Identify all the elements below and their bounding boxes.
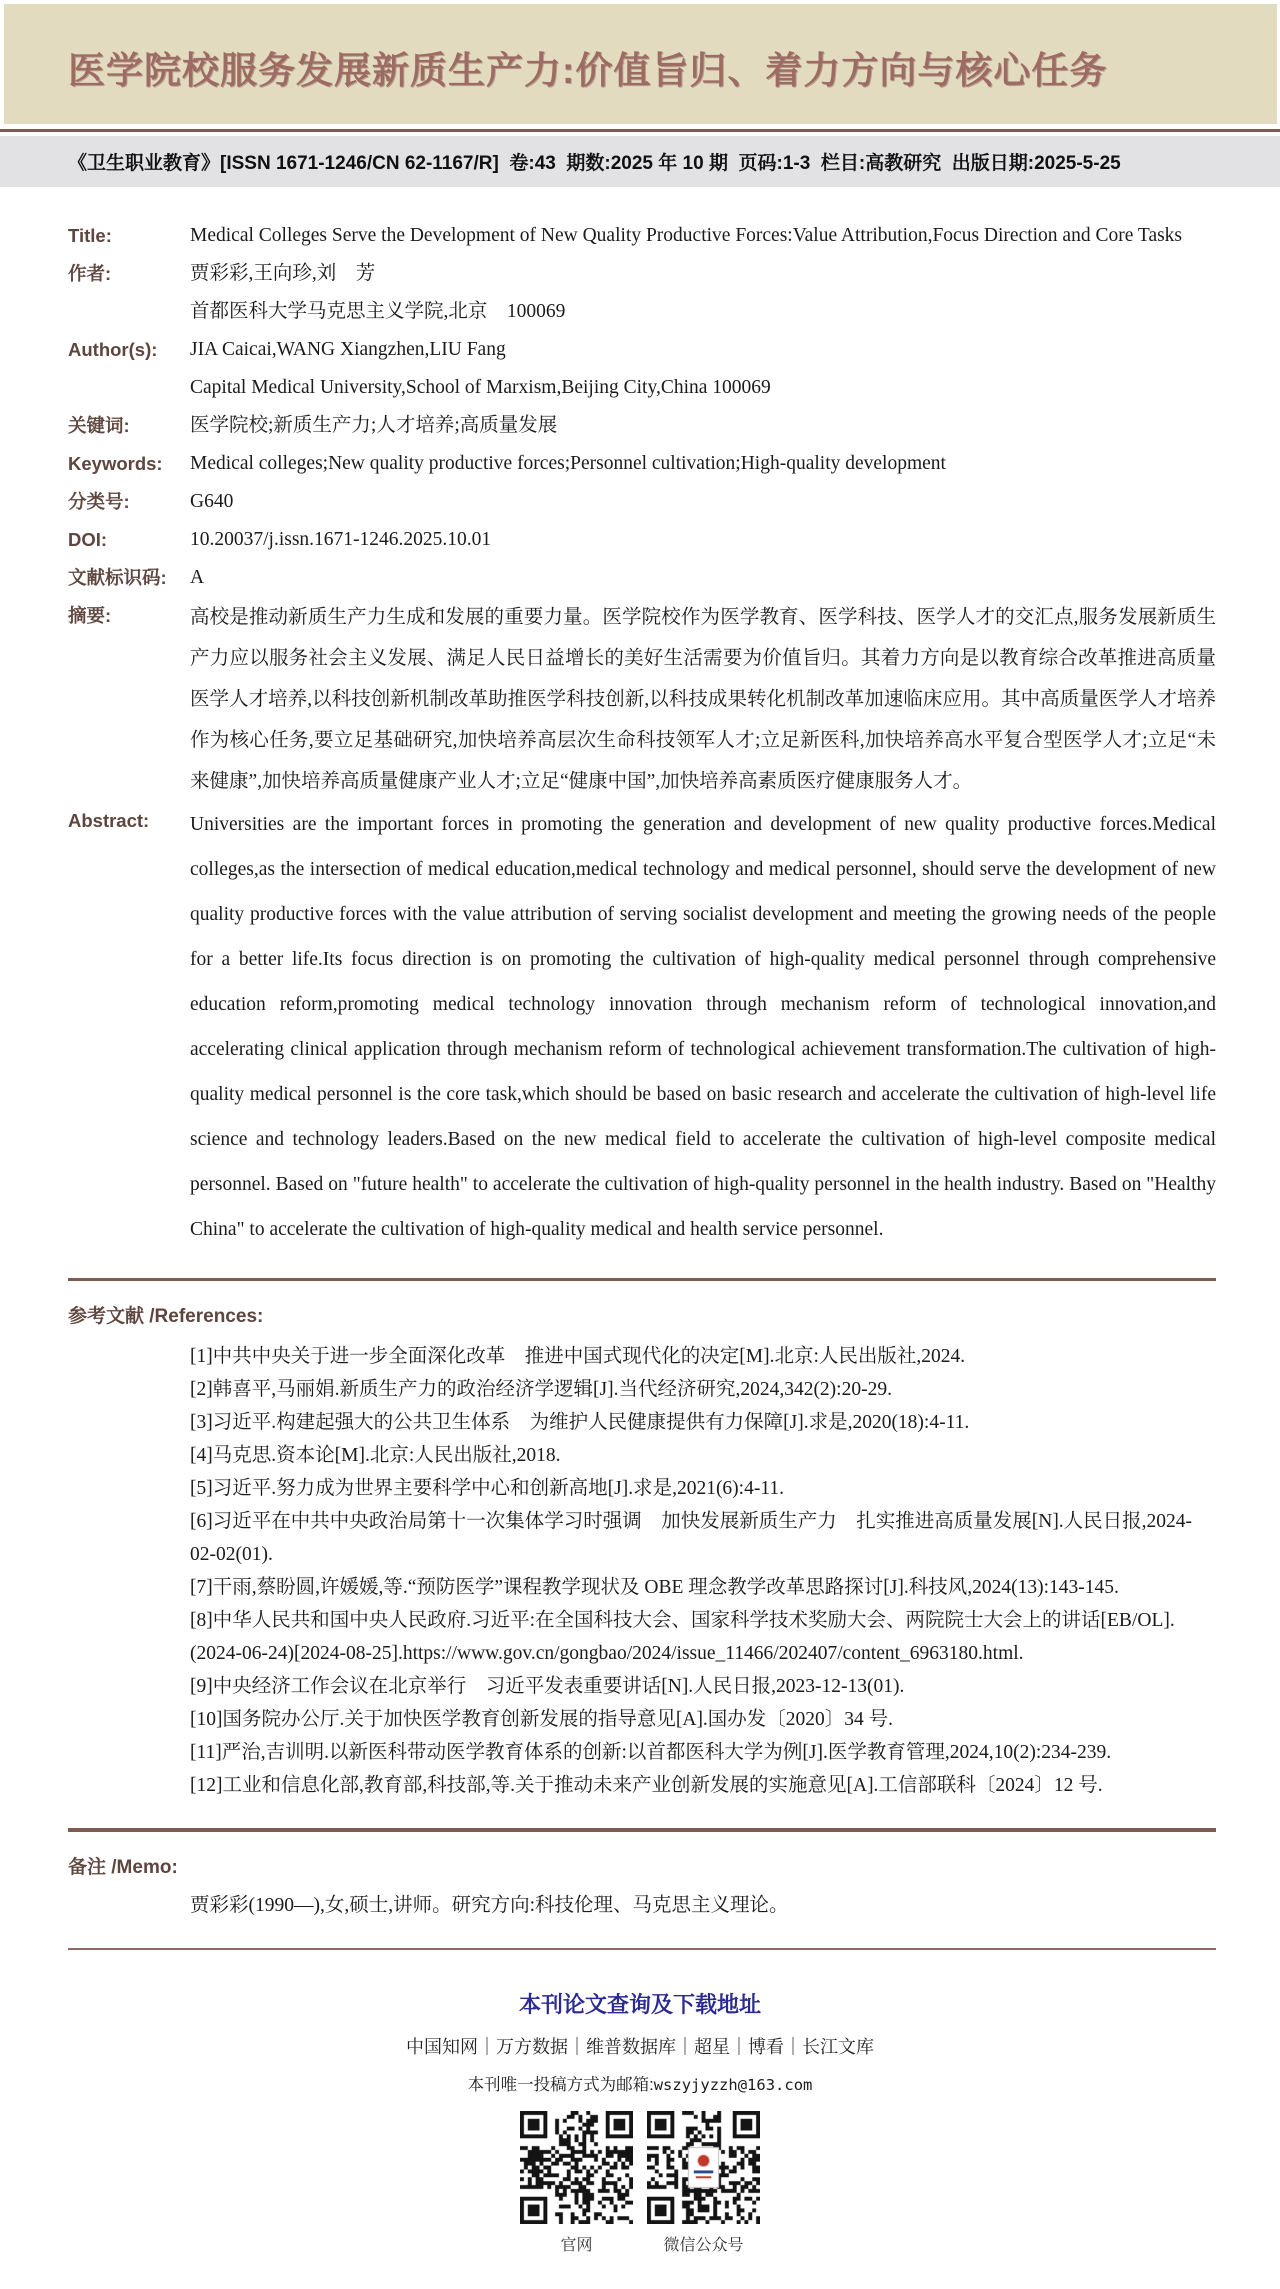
memo-heading: 备注 /Memo: xyxy=(68,1857,178,1878)
affiliation-en-row xyxy=(68,369,1216,407)
authors-en-row xyxy=(68,331,1216,369)
keywords-en-row xyxy=(68,445,1216,483)
authors-en-value: JIA Caicai,WANG Xiangzhen,LIU Fang xyxy=(190,339,506,360)
abstract-en-value: Universities are the important forces in promoting the generation and development of new quality productive forces.Medical colleges,as the intersection of medical education,medical technology and medical personnel, should serve the development of new quality productive forces with the value attribution of serving socialist development and meeting the growing needs of the people for a better life.Its focus direction is on promoting the cultivation of high-quality medical personnel through comprehensive education reform,promoting medical technology innovation through mechanism reform of technological innovation,and accelerating clinical application through mechanism reform of technological achievement transformation.The cultivation of high-quality medical personnel is the core task,which should be based on basic research and accelerate the cultivation of high-level life science and technology leaders.Based on the new medical field to accelerate the cultivation of high-level composite medical personnel. Based on "future health" to accelerate the cultivation of high-quality personnel in the health industry. Based on "Healthy China" to accelerate the cultivation of high-quality medical and health service personnel. xyxy=(190,814,1221,1240)
reference-item: [1]中共中央关于进一步全面深化改革 推进中国式现代化的决定[M].北京:人民出版社,2024. xyxy=(190,1346,966,1367)
classification-label: 分类号: xyxy=(68,491,130,512)
doi-label: DOI: xyxy=(68,529,108,550)
reference-item: [6]习近平在中共中央政治局第十一次集体学习时强调 加快发展新质生产力 扎实推进高质量发展[N].人民日报,2024-02-02(01). xyxy=(190,1511,1193,1565)
qr-website-label: 官网 xyxy=(560,2237,593,2254)
keywords-en-value: Medical colleges;New quality productive forces;Personnel cultivation;High-quality development xyxy=(190,453,946,474)
journal-info-bar: 《卫生职业教育》[ISSN 1671-1246/CN 62-1167/R] 卷:43 期数:2025 年 10 期 页码:1-3 栏目:高教研究 出版日期:2025-5-25 xyxy=(0,136,1280,187)
reference-item: [2]韩喜平,马丽娟.新质生产力的政治经济学逻辑[J].当代经济研究,2024,342(2):20-29. xyxy=(190,1379,892,1400)
qr-wechat-label: 微信公众号 xyxy=(663,2237,744,2254)
authors-en-label: Author(s): xyxy=(68,339,158,360)
affiliation-en-value: Capital Medical University,School of Marxism,Beijing City,China 100069 xyxy=(190,377,771,398)
header-separator-rule xyxy=(0,129,1280,132)
keywords-cn-label: 关键词: xyxy=(68,415,130,436)
document-code-label: 文献标识码: xyxy=(68,567,167,588)
qr-code-website-image xyxy=(520,2111,633,2224)
authors-cn-label: 作者: xyxy=(68,263,112,284)
abstract-en-label: Abstract: xyxy=(68,810,150,831)
qr-code-row xyxy=(0,2111,1280,2255)
qr-code-wechat-image xyxy=(647,2111,760,2224)
classification-row xyxy=(68,483,1216,521)
keywords-en-label: Keywords: xyxy=(68,453,163,474)
article-title: 医学院校服务发展新质生产力:价值旨归、着力方向与核心任务 xyxy=(68,50,1108,91)
reference-item: [3]习近平.构建起强大的公共卫生体系 为维护人民健康提供有力保障[J].求是,2020(18):4-11. xyxy=(190,1412,970,1433)
classification-value: G640 xyxy=(190,491,234,512)
qr-block-website xyxy=(520,2111,633,2255)
title-banner xyxy=(4,4,1277,124)
qr-block-wechat xyxy=(647,2111,760,2255)
metadata-section xyxy=(0,187,1280,1252)
memo-bottom-rule xyxy=(68,1948,1216,1950)
keywords-cn-value: 医学院校;新质生产力;人才培养;高质量发展 xyxy=(190,415,558,436)
bottom-padding xyxy=(0,2255,1280,2289)
abstract-en-row xyxy=(68,802,1221,1252)
document-code-row xyxy=(68,559,1216,597)
abstract-cn-label: 摘要: xyxy=(68,605,112,626)
journal-footer xyxy=(0,1988,1280,2255)
reference-item: [5]习近平.努力成为世界主要科学中心和创新高地[J].求是,2021(6):4-11. xyxy=(190,1478,784,1499)
references-heading: 参考文献 /References: xyxy=(68,1306,264,1327)
authors-cn-value: 贾彩彩,王向珍,刘 芳 xyxy=(190,263,376,284)
memo-text: 贾彩彩(1990—),女,硕士,讲师。研究方向:科技伦理、马克思主义理论。 xyxy=(190,1895,789,1916)
reference-item: [11]严治,吉训明.以新医科带动医学教育体系的创新:以首都医科大学为例[J].医学教育管理,2024,10(2):234-239. xyxy=(190,1742,1112,1763)
keywords-cn-row xyxy=(68,407,1216,445)
abstract-cn-value: 高校是推动新质生产力生成和发展的重要力量。医学院校作为医学教育、医学科技、医学人才的交汇点,服务发展新质生产力应以服务社会主义发展、满足人民日益增长的美好生活需要为价值旨归。其着力方向是以教育综合改革推进高质量医学人才培养,以科技创新机制改革助推医学科技创新,以科技成果转化机制改革加速临床应用。其中高质量医学人才培养作为核心任务,要立足基础研究,加快培养高层次生命科技领军人才;立足新医科,加快培养高水平复合型医学人才;立足“未来健康”,加快培养高质量健康产业人才;立足“健康中国”,加快培养高素质医疗健康服务人才。 xyxy=(190,607,1216,792)
affiliation-cn-row xyxy=(68,293,1216,331)
reference-item: [7]干雨,蔡盼圆,许媛媛,等.“预防医学”课程教学现状及 OBE 理念教学改革思路探讨[J].科技风,2024(13):143-145. xyxy=(190,1577,1119,1598)
reference-item: [4]马克思.资本论[M].北京:人民出版社,2018. xyxy=(190,1445,561,1466)
reference-item: [12]工业和信息化部,教育部,科技部,等.关于推动未来产业创新发展的实施意见[A].工信部联科〔2024〕12 号. xyxy=(190,1775,1103,1796)
submission-prefix: 本刊唯一投稿方式为邮箱: xyxy=(467,2076,654,2094)
reference-item: [8]中华人民共和国中央人民政府.习近平:在全国科技大会、国家科学技术奖励大会、两院院士大会上的讲话[EB/OL].(2024-06-24)[2024-08-25].https://www.gov.cn/gongbao/2024/issue_11466/202407/content_6963180.html. xyxy=(190,1610,1175,1664)
affiliation-en-label xyxy=(68,369,190,407)
doi-row xyxy=(68,521,1216,559)
reference-item: [9]中央经济工作会议在北京举行 习近平发表重要讲话[N].人民日报,2023-12-13(01). xyxy=(190,1676,905,1697)
references-list xyxy=(0,1328,1280,1802)
affiliation-cn-value: 首都医科大学马克思主义学院,北京 100069 xyxy=(190,301,566,322)
reference-item: [10]国务院办公厅.关于加快医学教育创新发展的指导意见[A].国办发〔2020〕34 号. xyxy=(190,1709,894,1730)
footer-databases: 中国知网｜万方数据｜维普数据库｜超星｜博看｜长江文库 xyxy=(406,2037,874,2057)
doi-value: 10.20037/j.issn.1671-1246.2025.10.01 xyxy=(190,529,492,550)
abstract-cn-row xyxy=(68,597,1216,802)
submission-email: wszyjyzzh@163.com xyxy=(653,2076,813,2094)
footer-heading: 本刊论文查询及下载地址 xyxy=(518,1992,761,2017)
title-row xyxy=(68,217,1216,255)
document-code-value: A xyxy=(190,567,205,588)
affiliation-cn-label xyxy=(68,293,190,331)
title-value: Medical Colleges Serve the Development of New Quality Productive Forces:Value Attribution,Focus Direction and Core Tasks xyxy=(190,225,1183,246)
footer-submission-line xyxy=(0,2071,1280,2095)
authors-cn-row xyxy=(68,255,1216,293)
title-label: Title: xyxy=(68,225,112,246)
